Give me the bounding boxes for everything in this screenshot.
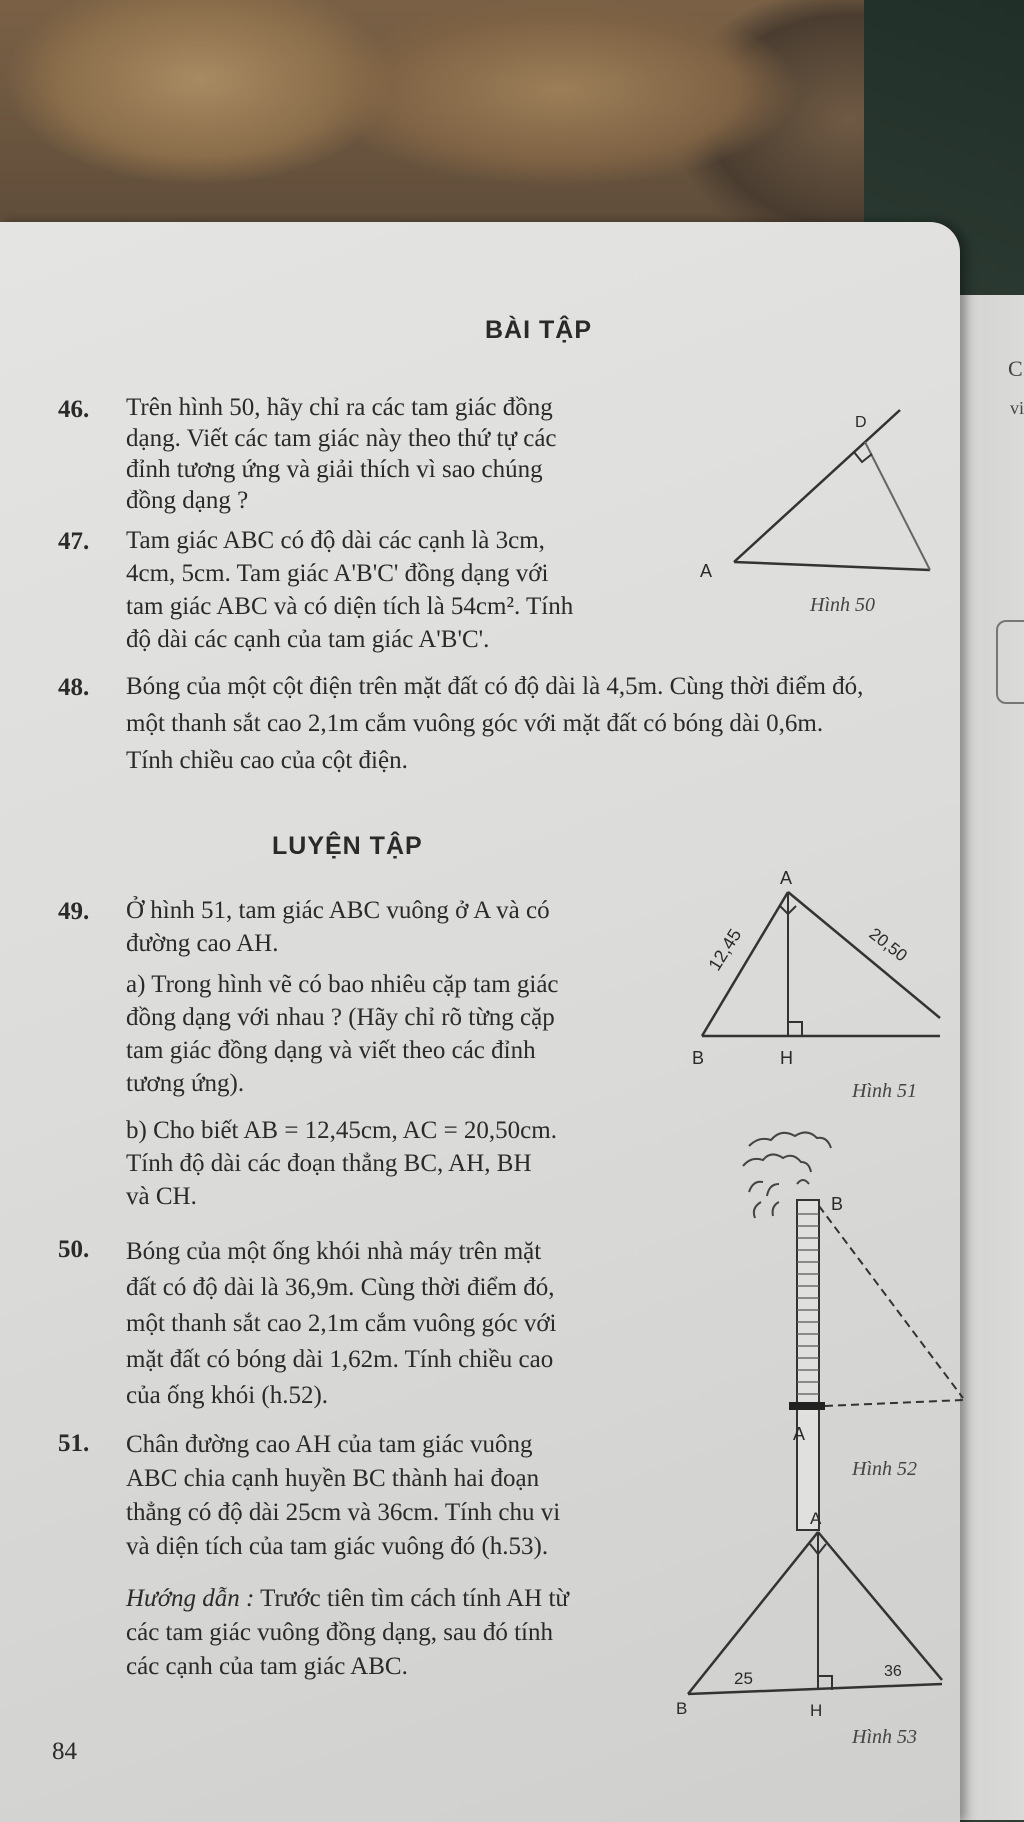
- figure-53-caption: Hình 53: [852, 1726, 917, 1748]
- section-heading-luyen-tap: LUYỆN TẬP: [272, 832, 423, 860]
- text-line: Tính chiều cao của cột điện.: [126, 747, 408, 774]
- text-line: b) Cho biết AB = 12,45cm, AC = 20,50cm.: [126, 1117, 557, 1144]
- text-line: Bóng của một cột điện trên mặt đất có độ dài là 4,5m. Cùng thời điểm đó,: [126, 673, 864, 700]
- exercise-48-text: [126, 668, 863, 779]
- figure-52-caption: Hình 52: [852, 1458, 917, 1480]
- text-line: Chân đường cao AH của tam giác vuông: [126, 1431, 533, 1458]
- text-line: một thanh sắt cao 2,1m cắm vuông góc với mặt đất có bóng dài 0,6m.: [126, 710, 824, 737]
- next-page-letter: C: [1008, 356, 1023, 381]
- text-line: và diện tích của tam giác vuông đó (h.53).: [126, 1533, 549, 1560]
- figure-53: [670, 1508, 960, 1718]
- section-heading-bai-tap: BÀI TẬP: [485, 316, 592, 344]
- figure-50: [690, 392, 940, 622]
- side-label-ab: 12,45: [704, 925, 746, 975]
- vertex-label-h: H: [810, 1701, 823, 1720]
- vertex-label-h: H: [780, 1048, 793, 1068]
- hint-line: [126, 1582, 569, 1616]
- text-line: một thanh sắt cao 2,1m cắm vuông góc với: [126, 1310, 557, 1337]
- text-line: dạng. Viết các tam giác này theo thứ tự các: [126, 425, 557, 452]
- hint-text: Trước tiên tìm cách tính AH từ: [254, 1585, 569, 1612]
- exercise-49-text: [126, 894, 559, 1213]
- text-line: đồng dạng ?: [126, 487, 249, 514]
- page-number: 84: [52, 1738, 77, 1765]
- text-line: tương ứng).: [126, 1070, 245, 1097]
- text-line: thẳng có độ dài 25cm và 36cm. Tính chu vi: [126, 1499, 561, 1526]
- text-line: độ dài các cạnh của tam giác A'B'C'.: [126, 626, 490, 653]
- text-line: Trên hình 50, hãy chỉ ra các tam giác đồng: [126, 394, 553, 421]
- text-line: đồng dạng với nhau ? (Hãy chỉ rõ từng cặp: [126, 1004, 555, 1031]
- text-line: Ở hình 51, tam giác ABC vuông ở A và có: [126, 897, 550, 924]
- vertex-label-b: B: [692, 1048, 705, 1068]
- vertex-label-b: B: [831, 1194, 844, 1214]
- exercise-46-text: [126, 392, 557, 516]
- text-line: ABC chia cạnh huyền BC thành hai đoạn: [126, 1465, 540, 1492]
- vertex-label-a: A: [700, 561, 713, 581]
- text-line: đường cao AH.: [126, 930, 279, 957]
- exercise-number: 46.: [58, 396, 90, 423]
- text-line: mặt đất có bóng dài 1,62m. Tính chiều cao: [126, 1346, 554, 1373]
- exercise-number: 48.: [58, 674, 90, 701]
- vertex-label-a: A: [793, 1424, 806, 1444]
- exercise-number: 49.: [58, 898, 90, 925]
- side-label-ac: 20,50: [865, 924, 911, 966]
- exercise-51-text: [126, 1428, 569, 1684]
- figure-51-caption: Hình 51: [852, 1080, 917, 1102]
- segment-label-hc: 36: [884, 1663, 902, 1680]
- next-page-letter: vi: [1010, 398, 1024, 418]
- exercise-number: 50.: [58, 1236, 90, 1263]
- figure-50-caption: Hình 50: [810, 594, 875, 616]
- hint-label: Hướng dẫn :: [126, 1585, 255, 1612]
- text-line: tam giác ABC và có diện tích là 54cm². Tính: [126, 593, 574, 620]
- text-line: Tính độ dài các đoạn thẳng BC, AH, BH: [126, 1150, 532, 1177]
- text-line: đất có độ dài là 36,9m. Cùng thời điểm đó,: [126, 1274, 555, 1301]
- figure-52: [735, 1122, 965, 1442]
- exercise-50-text: [126, 1234, 557, 1414]
- vertex-label-d: D: [855, 414, 867, 431]
- figure-51: [680, 868, 950, 1068]
- text-line: và CH.: [126, 1183, 197, 1210]
- text-line: đỉnh tương ứng và giải thích vì sao chúng: [126, 456, 543, 483]
- text-line: a) Trong hình vẽ có bao nhiêu cặp tam giác: [126, 971, 559, 998]
- segment-label-bh: 25: [734, 1669, 753, 1688]
- exercise-number: 51.: [58, 1430, 90, 1457]
- text-line: tam giác đồng dạng và viết theo các đỉnh: [126, 1037, 536, 1064]
- text-line: các cạnh của tam giác ABC.: [126, 1653, 408, 1680]
- vertex-label-b: B: [676, 1699, 688, 1718]
- text-line: Bóng của một ống khói nhà máy trên mặt: [126, 1238, 542, 1265]
- text-line: Tam giác ABC có độ dài các cạnh là 3cm,: [126, 527, 545, 554]
- text-line: 4cm, 5cm. Tam giác A'B'C' đồng dạng với: [126, 560, 549, 587]
- vertex-label-a: A: [810, 1509, 822, 1528]
- text-line: của ống khói (h.52).: [126, 1382, 329, 1409]
- next-page-box: [996, 620, 1024, 704]
- text-line: các tam giác vuông đồng dạng, sau đó tính: [126, 1619, 553, 1646]
- exercise-47-text: [126, 524, 573, 656]
- exercise-number: 47.: [58, 528, 90, 555]
- vertex-label-a: A: [780, 868, 793, 888]
